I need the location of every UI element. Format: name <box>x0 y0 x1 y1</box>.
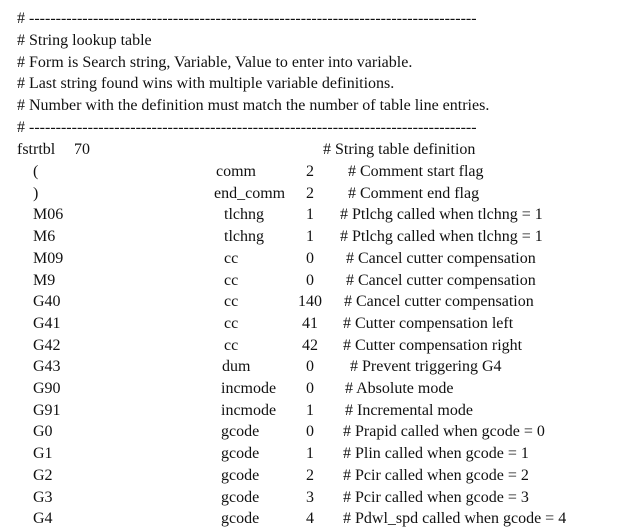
search-string: G43 <box>33 358 61 376</box>
row-comment: # Comment end flag <box>348 184 480 202</box>
variable-name: comm <box>216 163 256 180</box>
header-separator-bottom: # ------------------------------------------------------------------------------------ <box>17 119 477 136</box>
header-comment-title: # String lookup table <box>17 32 152 49</box>
search-string: G40 <box>33 293 61 311</box>
variable-name: cc <box>224 249 239 267</box>
variable-name: incmode <box>221 380 277 397</box>
variable-value: 0 <box>306 249 314 267</box>
table-row <box>0 400 640 422</box>
variable-value: 1 <box>306 228 314 246</box>
variable-name: gcode <box>221 488 260 506</box>
table-row <box>0 204 640 226</box>
variable-name: gcode <box>221 423 260 441</box>
variable-value: 41 <box>302 314 318 332</box>
row-comment: # Cutter compensation right <box>343 336 523 354</box>
search-string: M06 <box>33 206 64 224</box>
table-row <box>0 226 640 248</box>
search-string: G2 <box>33 466 53 484</box>
variable-name: tlchng <box>224 228 264 246</box>
table-row <box>0 183 640 205</box>
row-comment: # Ptlchg called when tlchng = 1 <box>340 228 543 246</box>
variable-name: gcode <box>221 466 260 484</box>
row-comment: # Cancel cutter compensation <box>346 249 536 267</box>
search-string: M9 <box>33 271 56 289</box>
row-comment: # Cancel cutter compensation <box>344 293 534 311</box>
table-definition-comment: # String table definition <box>323 141 476 158</box>
variable-value: 3 <box>306 488 314 506</box>
variable-value: 1 <box>306 445 314 463</box>
variable-value: 1 <box>306 206 314 224</box>
variable-name: tlchng <box>224 206 264 224</box>
variable-name: cc <box>224 314 239 332</box>
search-string: G42 <box>33 336 61 354</box>
table-row <box>0 378 640 400</box>
table-row <box>0 248 640 270</box>
row-comment: # Pdwl_spd called when gcode = 4 <box>343 510 567 528</box>
search-string: G1 <box>33 445 53 463</box>
row-comment: # Pcir called when gcode = 3 <box>343 488 529 506</box>
variable-value: 0 <box>306 271 314 289</box>
variable-value: 2 <box>306 184 314 202</box>
row-comment: # Cutter compensation left <box>343 314 514 332</box>
search-string: M6 <box>33 228 56 246</box>
row-comment: # Incremental mode <box>345 401 473 419</box>
variable-value: 0 <box>306 380 314 397</box>
table-count: 70 <box>74 141 90 158</box>
search-string: G91 <box>33 401 61 419</box>
table-row <box>0 270 640 292</box>
table-row <box>0 508 640 530</box>
table-name: fstrtbl <box>17 141 56 158</box>
row-comment: # Pcir called when gcode = 2 <box>343 466 529 484</box>
variable-value: 4 <box>306 510 314 528</box>
variable-name: dum <box>222 358 251 376</box>
variable-value: 0 <box>306 358 314 376</box>
search-string: M09 <box>33 249 64 267</box>
header-separator-top: # ------------------------------------------------------------------------------------ <box>17 10 477 27</box>
variable-name: cc <box>224 271 239 289</box>
variable-value: 42 <box>302 336 318 354</box>
table-row <box>0 443 640 465</box>
variable-value: 1 <box>306 401 314 419</box>
row-comment: # Cancel cutter compensation <box>346 271 536 289</box>
row-comment: # Plin called when gcode = 1 <box>343 445 529 463</box>
search-string: G0 <box>33 423 53 441</box>
variable-value: 0 <box>306 423 314 441</box>
search-string: G41 <box>33 314 61 332</box>
table-row <box>0 465 640 487</box>
search-string: ) <box>33 184 39 202</box>
header-comment-number: # Number with the definition must match the number of table line entries. <box>17 97 490 114</box>
variable-name: gcode <box>221 510 260 528</box>
variable-value: 2 <box>306 163 314 180</box>
variable-name: end_comm <box>214 184 286 202</box>
variable-name: incmode <box>221 401 277 419</box>
table-definition-line <box>0 139 640 161</box>
search-string: G90 <box>33 380 61 397</box>
table-row <box>0 421 640 443</box>
table-row <box>0 487 640 509</box>
header-comment-last-string: # Last string found wins with multiple variable definitions. <box>17 75 395 92</box>
row-comment: # Prevent triggering G4 <box>350 358 502 376</box>
table-row <box>0 161 640 183</box>
search-string: ( <box>33 163 39 180</box>
row-comment: # Absolute mode <box>345 380 454 397</box>
table-row <box>0 291 640 313</box>
table-row <box>0 335 640 357</box>
table-row <box>0 356 640 378</box>
row-comment: # Ptlchg called when tlchng = 1 <box>340 206 543 224</box>
search-string: G3 <box>33 488 53 506</box>
variable-name: cc <box>224 293 239 311</box>
variable-name: cc <box>224 336 239 354</box>
row-comment: # Prapid called when gcode = 0 <box>343 423 545 441</box>
variable-value: 140 <box>298 293 322 311</box>
table-row <box>0 313 640 335</box>
search-string: G4 <box>33 510 53 528</box>
variable-value: 2 <box>306 466 314 484</box>
row-comment: # Comment start flag <box>348 163 484 180</box>
header-comment-form: # Form is Search string, Variable, Value to enter into variable. <box>17 54 413 71</box>
variable-name: gcode <box>221 445 260 463</box>
